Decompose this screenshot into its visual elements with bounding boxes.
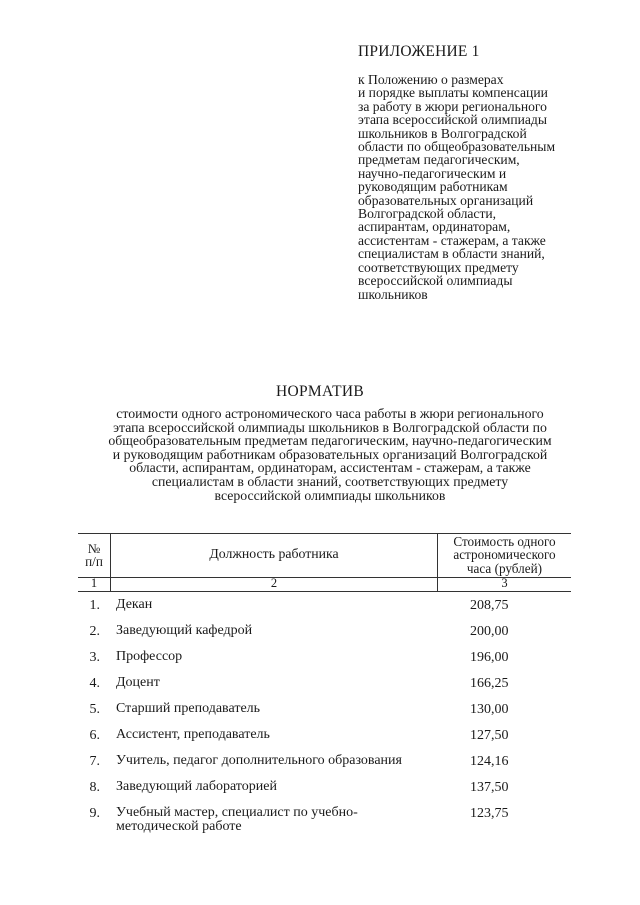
- appendix-line: школьников в Волгоградской: [358, 125, 527, 141]
- appendix-line: за работу в жюри регионального: [358, 98, 547, 114]
- appendix-line: области по общеобразовательным: [358, 139, 556, 155]
- row-price: 123,75: [470, 806, 509, 821]
- subheading-line: и руководящим работникам образовательных организаций Волгоградской: [112, 446, 548, 462]
- row-position-line: Профессор: [116, 649, 183, 664]
- row-price: 208,75: [470, 598, 509, 613]
- appendix-line: этапа всероссийской олимпиады: [358, 112, 547, 128]
- row-position-name: [116, 702, 436, 716]
- column-number-3: 3: [501, 576, 508, 590]
- header-num: [78, 542, 110, 569]
- column-number-1: 1: [90, 576, 98, 590]
- row-number: 4.: [89, 676, 100, 691]
- row-position-name: [116, 624, 436, 638]
- row-position-name: [116, 806, 436, 834]
- row-position-name: [116, 650, 436, 664]
- column-number-2: 2: [270, 576, 278, 590]
- header-num-line: №: [87, 541, 101, 556]
- appendix-line: предметам педагогическим,: [358, 152, 520, 168]
- row-position-name: [116, 754, 436, 768]
- row-number: 6.: [89, 728, 100, 743]
- row-position-line: Ассистент, преподаватель: [116, 727, 270, 742]
- row-number: 1.: [89, 598, 100, 613]
- row-position-name: [116, 598, 436, 612]
- table-colnum-rule: [78, 591, 571, 592]
- row-position-line: Заведующий кафедрой: [116, 623, 253, 638]
- appendix-line: ассистентам - стажерам, а также: [358, 232, 546, 248]
- header-cost-line: астрономического: [453, 547, 556, 563]
- appendix-line: соответствующих предмету: [358, 259, 519, 275]
- row-number: 7.: [89, 754, 100, 769]
- appendix-line: специалистам в области знаний,: [358, 246, 545, 262]
- row-position-name: [116, 780, 436, 794]
- appendix-line: Волгоградской области,: [358, 206, 497, 222]
- header-cost: [438, 535, 571, 575]
- row-position-line: Старший преподаватель: [116, 701, 261, 716]
- row-number: 5.: [89, 702, 100, 717]
- subheading-line: стоимости одного астрономического часа работы в жюри регионального: [116, 406, 544, 421]
- subheading-line: области, аспирантам, ординаторам, ассистентам - стажерам, а также: [129, 460, 531, 476]
- appendix-line: образовательных организаций: [358, 192, 534, 208]
- row-position-line: Учебный мастер, специалист по учебно-: [116, 805, 358, 820]
- header-cost-line: часа (рублей): [466, 560, 543, 576]
- appendix-line: научно-педагогическим и: [358, 165, 507, 181]
- appendix-line: и порядке выплаты компенсации: [358, 85, 548, 101]
- row-price: 127,50: [470, 728, 509, 743]
- row-price: 130,00: [470, 702, 509, 717]
- header-position: Должность работника: [209, 546, 339, 561]
- appendix-text: [358, 73, 598, 301]
- document-subheading: [70, 407, 590, 502]
- appendix-line: школьников: [358, 286, 428, 302]
- subheading-line: общеобразовательным предметам педагогическим, научно-педагогическим: [108, 433, 552, 449]
- appendix-title: ПРИЛОЖЕНИЕ 1: [358, 43, 480, 60]
- row-position-line: методической работе: [116, 819, 242, 834]
- header-cost-line: Стоимость одного: [453, 534, 556, 549]
- header-num-line: п/п: [85, 554, 103, 570]
- row-number: 2.: [89, 624, 100, 639]
- appendix-line: всероссийской олимпиады: [358, 273, 513, 289]
- row-position-line: Заведующий лабораторией: [116, 779, 277, 794]
- table-header: [78, 533, 571, 595]
- appendix-line: к Положению о размерах: [358, 72, 504, 87]
- appendix-line: аспирантам, ординаторам,: [358, 219, 511, 235]
- row-position-line: Учитель, педагог дополнительного образования: [116, 753, 402, 768]
- row-price: 166,25: [470, 676, 509, 691]
- subheading-line: этапа всероссийской олимпиады школьников в Волгоградской области по: [113, 419, 547, 435]
- row-number: 3.: [89, 650, 100, 665]
- appendix-block: [358, 43, 598, 301]
- row-price: 200,00: [470, 624, 509, 639]
- row-price: 137,50: [470, 780, 509, 795]
- row-price: 124,16: [470, 754, 509, 769]
- subheading-line: специалистам в области знаний, соответствующих предмету: [151, 473, 509, 489]
- row-position-line: Доцент: [116, 675, 160, 690]
- row-number: 8.: [89, 780, 100, 795]
- row-price: 196,00: [470, 650, 509, 665]
- row-number: 9.: [89, 806, 100, 821]
- row-position-name: [116, 676, 436, 690]
- document-heading: НОРМАТИВ: [275, 383, 365, 400]
- row-position-name: [116, 728, 436, 742]
- subheading-line: всероссийской олимпиады школьников: [214, 487, 446, 503]
- row-position-line: Декан: [116, 597, 153, 612]
- appendix-line: руководящим работникам: [358, 179, 508, 195]
